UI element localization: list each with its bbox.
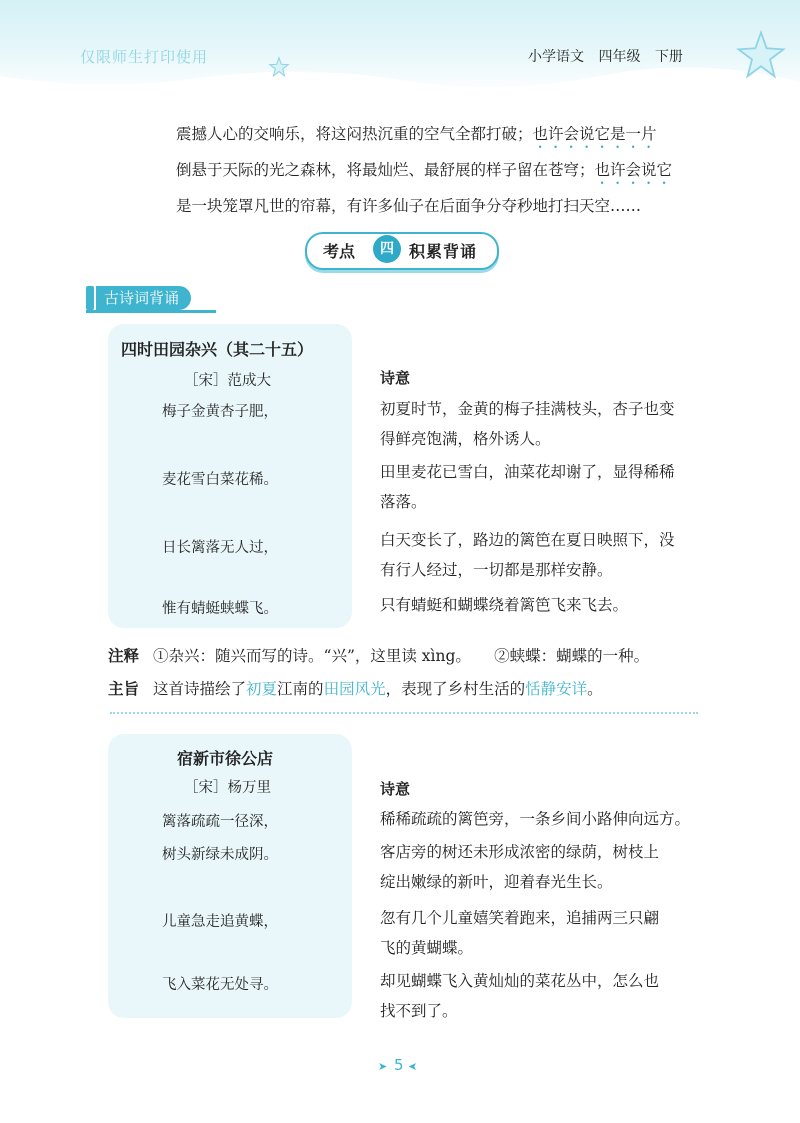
grade-label: 四年级 (598, 49, 641, 65)
note-text: ①杂兴：随兴而写的诗。“兴”，这里读 xìng。 ②蛱蝶：蝴蝶的一种。 (153, 647, 650, 665)
chevron-left-icon: ➤ (408, 1060, 418, 1073)
poem-line: 梅子金黄杏子肥， (162, 404, 278, 420)
intro-line: 震撼人心的交响乐，将这闷热沉重的空气全都打破；也许会说它是一片 (176, 125, 657, 143)
intro-line: 是一块笼罩凡世的帘幕，有许多仙子在后面争分夺秒地打扫天空…… (176, 197, 642, 215)
dotted-divider (110, 712, 698, 714)
highlight-text: 恬静安详 (525, 680, 588, 698)
note-row (108, 644, 649, 666)
intro-paragraph (176, 116, 716, 224)
kaodian-title: 积累背诵 (409, 242, 478, 261)
poem-line: 篱落疏疏一径深， (162, 814, 278, 830)
section-number-bar (86, 286, 94, 310)
intro-line: 倒悬于天际的光之森林，将最灿烂、最舒展的样子留在苍穹；也许会说它 (176, 161, 673, 179)
translation (380, 394, 730, 454)
translation-line: 只有蜻蜓和蝴蝶绕着篱笆飞来飞去。 (380, 596, 629, 614)
translation-line: 得鲜亮饱满，格外诱人。 (380, 430, 551, 448)
poem-author: ［宋］范成大 (184, 373, 271, 389)
translation (380, 525, 730, 585)
translation (380, 966, 730, 1026)
translation (380, 903, 730, 963)
translation-line: 白天变长了，路边的篱笆在夏日映照下，没 (380, 531, 675, 549)
chevron-right-icon: ➤ (378, 1060, 388, 1073)
shiyi-heading: 诗意 (380, 780, 411, 798)
translation (380, 590, 730, 620)
section-title: 古诗词背诵 (96, 286, 191, 310)
shiyi-heading: 诗意 (380, 369, 411, 387)
poem-line: 日长篱落无人过， (162, 540, 278, 556)
star-icon (268, 56, 290, 78)
poem-line: 惟有蜻蜓蛱蝶飞。 (162, 601, 278, 617)
subject-label: 小学语文 (528, 49, 584, 65)
highlight-text: 田园风光 (323, 680, 386, 698)
watermark-text: 仅限师生打印使用 (80, 48, 209, 66)
page-number-text: 5 (394, 1056, 404, 1074)
translation-line: 落落。 (380, 493, 427, 511)
volume-label: 下册 (654, 49, 683, 65)
poem-title: 四时田园杂兴（其二十五） (121, 340, 314, 359)
theme-row: 主旨 这首诗描绘了初夏江南的田园风光，表现了乡村生活的恬静安详。 (108, 680, 603, 698)
translation-line: 绽出嫩绿的新叶，迎着春光生长。 (380, 873, 613, 891)
highlight-text: 初夏 (246, 680, 278, 698)
emphasis-text: 也许会说它 (594, 161, 673, 179)
theme-label: 主旨 (108, 680, 140, 698)
translation-line: 却见蝴蝶飞入黄灿灿的菜花丛中，怎么也 (380, 972, 660, 990)
kaodian-heading (305, 232, 497, 268)
section-underline (86, 310, 216, 313)
star-icon (734, 28, 788, 82)
emphasis-text: 也许会说它是一片 (532, 125, 657, 143)
translation (380, 804, 730, 834)
poem-line: 飞入菜花无处寻。 (162, 977, 278, 993)
translation-line: 田里麦花已雪白，油菜花却谢了，显得稀稀 (380, 463, 675, 481)
translation-line: 有行人经过，一切都是那样安静。 (380, 561, 613, 579)
kaodian-number: 四 (373, 235, 401, 263)
translation (380, 457, 730, 517)
translation-line: 初夏时节，金黄的梅子挂满枝头，杏子也变 (380, 400, 675, 418)
translation-line: 稀稀疏疏的篱笆旁，一条乡间小路伸向远方。 (380, 810, 691, 828)
poem-line: 麦花雪白菜花稀。 (162, 472, 278, 488)
poem-title: 宿新市徐公店 (177, 749, 274, 768)
note-label: 注释 (108, 647, 140, 665)
translation-line: 忽有几个儿童嬉笑着跑来，追捕两三只翩 (380, 909, 660, 927)
translation-line: 找不到了。 (380, 1002, 458, 1020)
book-info (528, 46, 683, 66)
translation-line: 飞的黄蝴蝶。 (380, 939, 474, 957)
kaodian-label: 考点 (323, 242, 356, 261)
poem-author: ［宋］杨万里 (184, 780, 271, 796)
page-number (378, 1056, 422, 1076)
translation (380, 837, 730, 897)
poem-line: 儿童急走追黄蝶， (162, 914, 278, 930)
poem-line: 树头新绿未成阴。 (162, 847, 278, 863)
translation-line: 客店旁的树还未形成浓密的绿荫，树枝上 (380, 843, 660, 861)
